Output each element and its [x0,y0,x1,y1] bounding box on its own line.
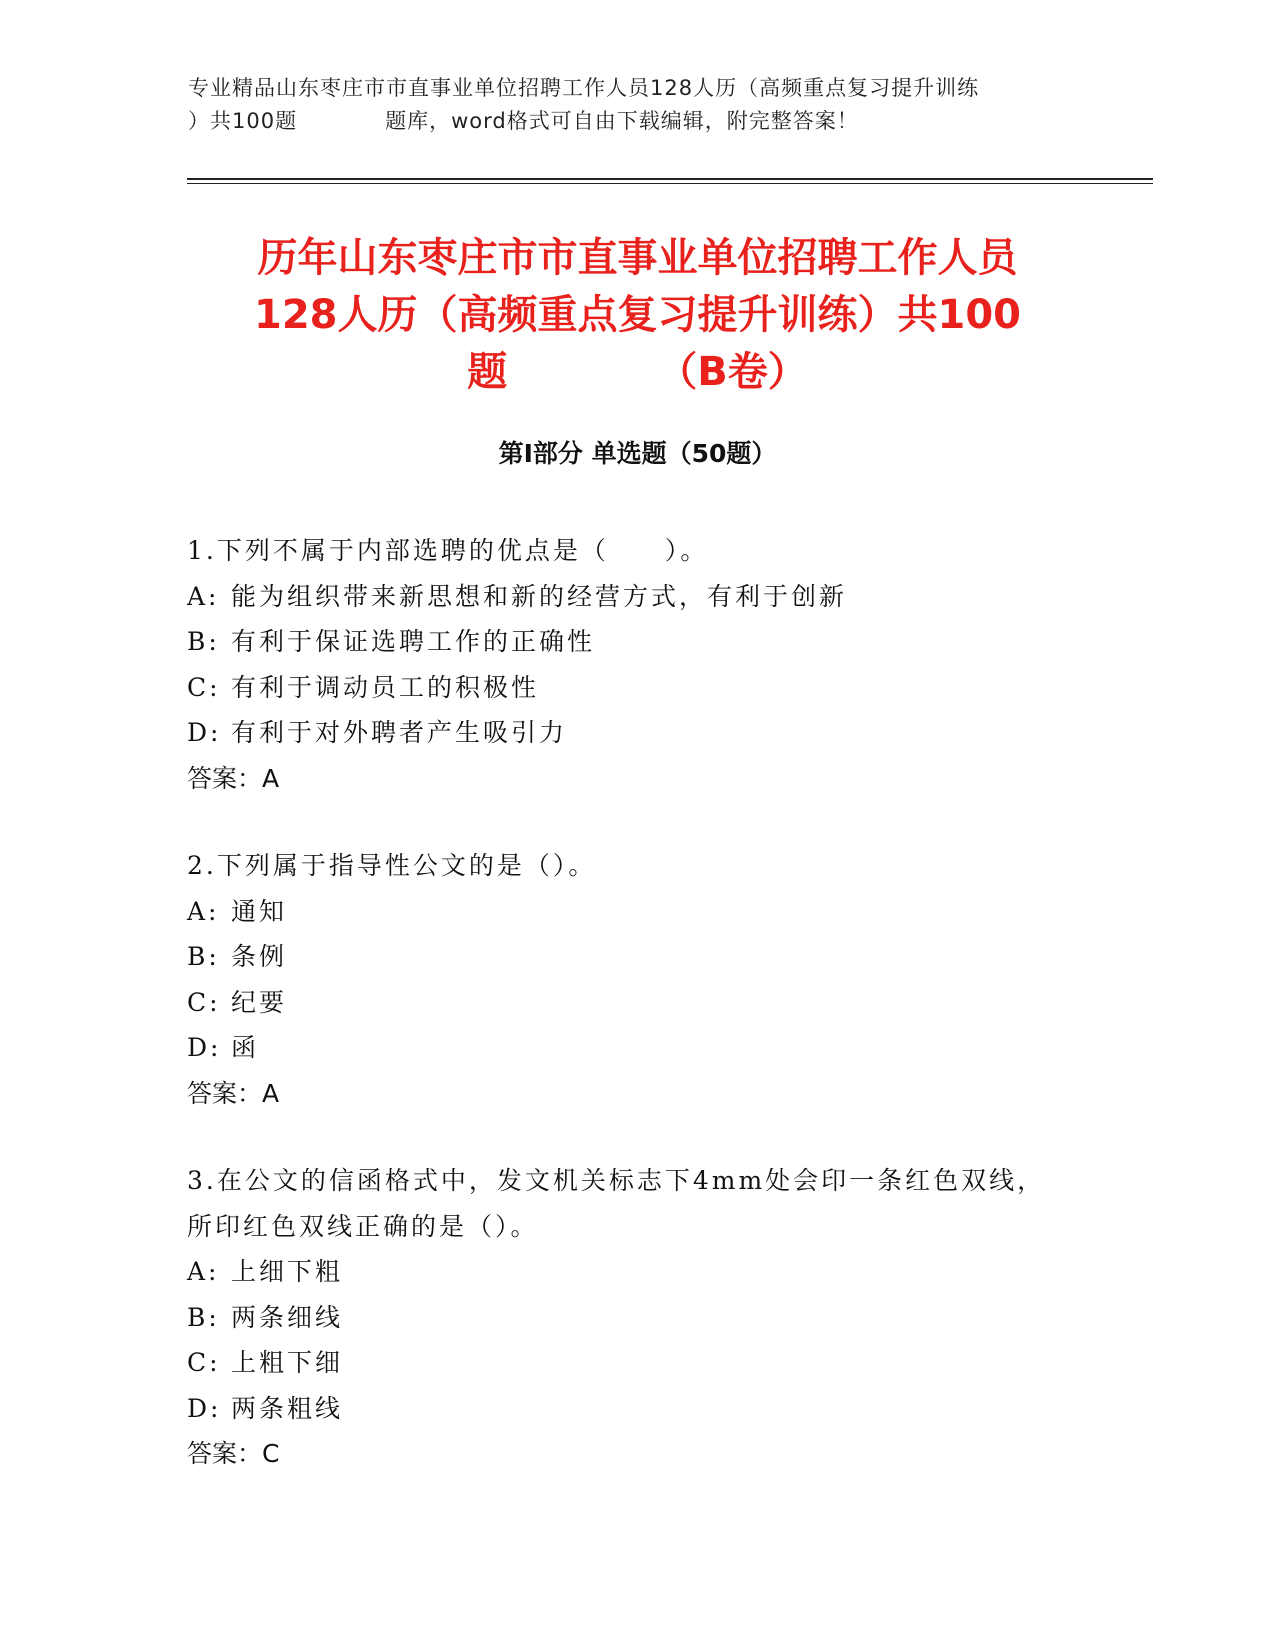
header-line-2: ）共100题 题库，word格式可自由下载编辑，附完整答案！ [188,109,859,133]
option-text: 纪要 [231,987,288,1017]
question-1 [187,528,1087,801]
option-c [187,665,1087,711]
question-stem: 3.在公文的信函格式中，发文机关标志下4mm处会印一条红色双线，所印红色双线正确的是（）。 [187,1166,1046,1241]
option-b [187,934,1087,980]
option-text: 有利于保证选聘工作的正确性 [231,627,596,656]
question-list [187,528,1087,1519]
section-heading: 第Ⅰ部分 单选题（50题） [498,439,777,468]
option-label: C: [187,1348,221,1377]
question-2 [187,843,1087,1116]
option-text: 上粗下细 [231,1348,344,1377]
option-d [187,710,1087,756]
question-stem: 1.下列不属于内部选聘的优点是（ ）。 [187,536,709,565]
question-3 [187,1158,1087,1477]
document-header [188,72,1088,138]
option-a [187,889,1087,935]
option-d [187,1025,1087,1071]
option-b [187,1295,1087,1341]
option-text: 函 [231,1033,260,1062]
option-label: C: [187,987,221,1017]
answer: 答案：A [187,763,280,793]
option-label: B: [187,1302,220,1332]
option-c [187,1340,1087,1386]
option-text: 能为组织带来新思想和新的经营方式，有利于创新 [231,581,848,611]
question-stem: 2.下列属于指导性公文的是（）。 [187,851,597,880]
title-line-1: 历年山东枣庄市市直事业单位招聘工作人员 [257,235,1018,281]
option-d [187,1386,1087,1432]
title-line-3 [150,344,1125,401]
title-line-3a: 题 [467,349,508,395]
option-text: 上细下粗 [231,1257,344,1286]
header-rule-thick [187,178,1153,180]
option-text: 两条细线 [231,1302,344,1332]
document-title [150,230,1125,401]
option-label: A: [187,581,220,611]
option-text: 有利于调动员工的积极性 [231,672,540,702]
option-b [187,619,1087,665]
option-text: 两条粗线 [231,1393,344,1423]
option-label: C: [187,672,221,702]
option-text: 有利于对外聘者产生吸引力 [231,718,568,747]
title-line-3b: （B卷） [657,349,808,395]
option-text: 条例 [231,942,288,971]
answer: 答案：A [187,1078,280,1108]
option-label: D: [187,1393,222,1423]
option-label: B: [187,942,220,971]
option-c [187,980,1087,1026]
option-a [187,574,1087,620]
header-line-1: 专业精品山东枣庄市市直事业单位招聘工作人员128人历（高频重点复习提升训练 [188,76,980,100]
header-rule-thin [187,183,1153,184]
option-label: A: [187,896,220,926]
option-label: D: [187,1033,222,1062]
option-text: 通知 [231,896,288,926]
option-a [187,1249,1087,1295]
option-label: B: [187,627,220,656]
option-label: D: [187,718,222,747]
title-line-2: 128人历（高频重点复习提升训练）共100 [254,292,1021,338]
option-label: A: [187,1257,220,1286]
answer: 答案：C [187,1439,280,1468]
